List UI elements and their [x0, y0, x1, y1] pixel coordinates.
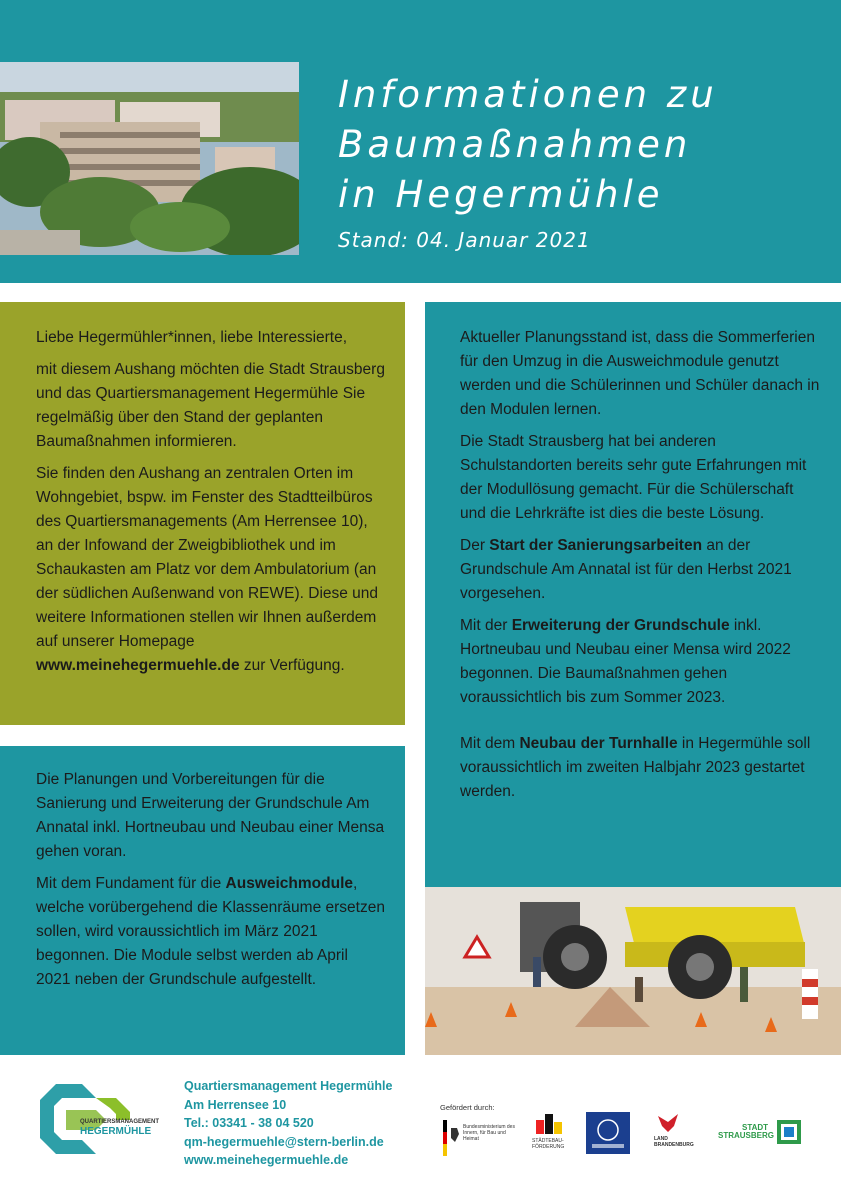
renovation-start-paragraph: Der Start der Sanierungsarbeiten an der Grundschule Am Annatal ist für den Herbst 2021 vorgesehen. [460, 537, 792, 602]
contact-block [184, 1077, 392, 1170]
soziale-stadt-icon [586, 1112, 630, 1154]
extension-paragraph: Mit der Erweiterung der Grundschule inkl. Hortneubau und Neubau einer Mensa wird 2022 begonnen. Die Baumaßnahmen gehen voraussichtlich bis zum Sommer 2023. [460, 617, 791, 706]
staedtebau-logo [532, 1112, 574, 1158]
status-box [425, 302, 841, 887]
planning-box [0, 746, 405, 1055]
gym-paragraph: Mit dem Neubau der Turnhalle in Hegermühle soll voraussichtlich im zweiten Halbjahr 2023 gestartet werden. [460, 735, 811, 800]
construction-toy-photo [425, 887, 841, 1055]
red-eagle-icon [656, 1112, 682, 1134]
homepage-link[interactable]: www.meinehegermuehle.de [36, 657, 240, 674]
strausberg-square-icon [777, 1120, 801, 1144]
planning-paragraph: Die Planungen und Vorbereitungen für die Sanierung und Erweiterung der Grundschule Am Annatal inkl. Hortneubau und Neubau einer Mensa gehen voran. [36, 771, 385, 860]
land-text: LAND BRANDENBURG [654, 1136, 694, 1148]
contact-org: Quartiersmanagement Hegermühle [184, 1079, 393, 1093]
title-line-1: Informationen zu [338, 73, 718, 116]
land-brandenburg-logo [652, 1112, 702, 1158]
intro-box [0, 302, 405, 725]
soziale-stadt-logo [586, 1112, 630, 1158]
staedtebau-text: STÄDTEBAU-FÖRDERUNG [532, 1138, 565, 1150]
planning-status-paragraph: Aktueller Planungsstand ist, dass die Sommerferien für den Umzug in die Ausweichmodule genutzt werden und die Schülerinnen und Schüler danach in den Modulen lernen. [460, 329, 820, 418]
bmi-text: Bundesministerium des Innern, für Bau und Heimat [463, 1124, 515, 1142]
date-stand: Stand: 04. Januar 2021 [338, 228, 591, 252]
locations-paragraph: Sie finden den Aushang an zentralen Orten im Wohngebiet, bspw. im Fenster des Stadtteilbüros des Quartiersmanagements (Am Herrensee 10), an der Infowand der Zweigbibliothek und im Schaukasten am Platz vor dem Ambulatorium (an der südlichen Außenwand von REWE). Diese und weitere Informationen stellen wir Ihnen außerdem auf unserer Homepage www.meinehegermuehle.de zur Verfügung. [36, 465, 379, 674]
logo-text-2: HEGERMÜHLE [80, 1126, 152, 1137]
stadt-strausberg-logo [718, 1112, 802, 1158]
contact-email[interactable]: qm-hegermuehle@stern-berlin.de [184, 1134, 384, 1149]
header-band [0, 0, 841, 283]
bmi-logo [443, 1112, 523, 1158]
header-photo-apartment-blocks [0, 62, 299, 255]
strausberg-text: STRAUSBERG [718, 1131, 775, 1140]
intro-paragraph: mit diesem Aushang möchten die Stadt Strausberg und das Quartiersmanagement Hegermühle Sie regelmäßig über den Stand der geplanten Baumaßnahmen informieren. [36, 361, 385, 450]
staedtebau-icon [536, 1112, 566, 1134]
contact-website[interactable]: www.meinehegermuehle.de [184, 1153, 349, 1167]
page-title [338, 70, 818, 220]
eagle-icon [443, 1120, 461, 1156]
title-line-3: in Hegermühle [338, 173, 664, 216]
funded-by-label: Gefördert durch: [440, 1103, 495, 1112]
contact-address: Am Herrensee 10 [184, 1097, 287, 1112]
contact-phone[interactable]: Tel.: 03341 - 38 04 520 [184, 1116, 314, 1130]
stadt-text: STADT [742, 1123, 769, 1132]
modules-paragraph: Mit dem Fundament für die Ausweichmodule, welche vorübergehend die Klassenräume ersetzen sollen, wird voraussichtlich im März 2021 begonnen. Die Module selbst werden ab April 2021 neben der Grundschule aufgestellt. [36, 875, 385, 988]
experience-paragraph: Die Stadt Strausberg hat bei anderen Schulstandorten bereits sehr gute Erfahrungen mit der Modullösung gemacht. Für die Schülerschaft und die Lehrkräfte ist dies die beste Lösung. [460, 433, 807, 522]
logo-text-1: QUARTIERSMANAGEMENT [80, 1119, 159, 1125]
greeting: Liebe Hegermühler*innen, liebe Interessierte, [36, 329, 348, 346]
title-line-2: Baumaßnahmen [338, 123, 692, 166]
